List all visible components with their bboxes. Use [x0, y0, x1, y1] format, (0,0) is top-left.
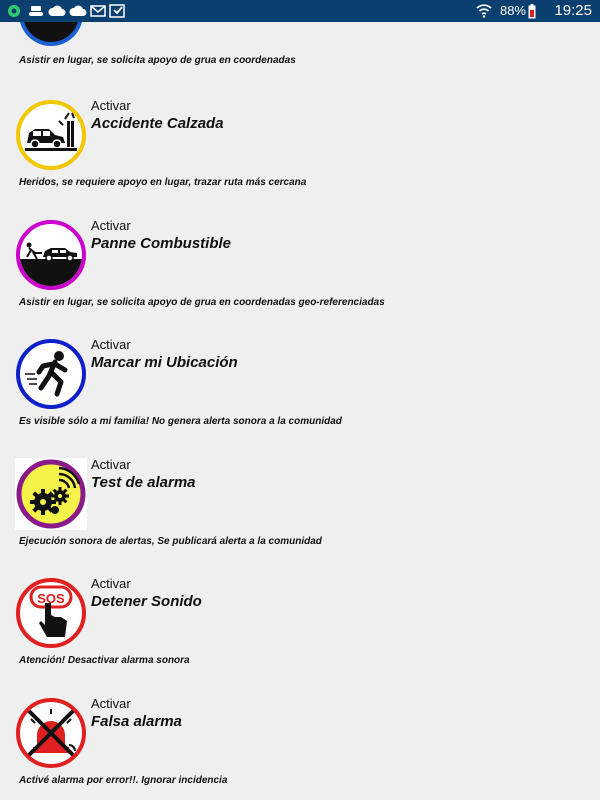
- gears-signal-icon[interactable]: [15, 458, 87, 530]
- alert-title[interactable]: Panne Combustible: [91, 235, 232, 252]
- cloud-icon: [28, 3, 44, 19]
- running-person-icon[interactable]: [15, 338, 87, 410]
- location-icon: [6, 3, 22, 19]
- status-bar: [0, 0, 600, 22]
- alert-item-accidente-calzada[interactable]: [0, 99, 600, 218]
- activate-label[interactable]: Activar: [91, 337, 131, 352]
- alert-description: Asistir en lugar, se solicita apoyo de grua en coordenadas geo-referenciadas: [19, 297, 385, 308]
- battery-percent: 88%: [499, 3, 526, 18]
- alert-description: Es visible sólo a mi familia! No genera alerta sonora a la comunidad: [19, 416, 342, 427]
- activate-label[interactable]: Activar: [91, 696, 131, 711]
- alert-item-detener-sonido[interactable]: [0, 577, 600, 696]
- activate-label[interactable]: Activar: [91, 576, 131, 591]
- alert-list[interactable]: [0, 22, 600, 800]
- alert-title[interactable]: Accidente Calzada: [91, 115, 224, 132]
- alert-item-test-alarma[interactable]: [0, 458, 600, 577]
- email-icon: [90, 3, 106, 19]
- svg-text:SOS: SOS: [37, 591, 65, 606]
- cloud-icon: [48, 3, 66, 19]
- alert-title[interactable]: Detener Sonido: [91, 593, 202, 610]
- activate-label[interactable]: Activar: [91, 98, 131, 113]
- partial-icon[interactable]: [18, 22, 84, 48]
- alert-description: Ejecución sonora de alertas, Se publicará alerta a la comunidad: [19, 536, 322, 547]
- alert-item-marcar-ubicacion[interactable]: [0, 338, 600, 457]
- partial-item-description: Asistir en lugar, se solicita apoyo de grua en coordenadas: [19, 55, 296, 66]
- alert-item-falsa-alarma[interactable]: [0, 697, 600, 800]
- activate-label[interactable]: Activar: [91, 218, 131, 233]
- alert-title[interactable]: Test de alarma: [91, 474, 196, 491]
- alert-title[interactable]: Falsa alarma: [91, 713, 182, 730]
- activate-label[interactable]: Activar: [91, 457, 131, 472]
- alert-title[interactable]: Marcar mi Ubicación: [91, 354, 238, 371]
- alert-description: Activé alarma por error!!. Ignorar incidencia: [19, 775, 228, 786]
- cancelled-alarm-icon[interactable]: [15, 697, 87, 769]
- clock: 19:25: [554, 2, 592, 19]
- wifi-icon: [476, 3, 492, 18]
- cloud-icon: [69, 3, 87, 19]
- car-push-icon[interactable]: [15, 219, 87, 291]
- alert-description: Heridos, se requiere apoyo en lugar, trazar ruta más cercana: [19, 177, 307, 188]
- battery-icon: [528, 4, 536, 19]
- sos-hand-icon[interactable]: [15, 577, 87, 649]
- download-icon: [109, 3, 125, 19]
- alert-description: Atención! Desactivar alarma sonora: [19, 655, 190, 666]
- alert-item-panne-combustible[interactable]: [0, 219, 600, 338]
- car-crash-icon[interactable]: [15, 99, 87, 171]
